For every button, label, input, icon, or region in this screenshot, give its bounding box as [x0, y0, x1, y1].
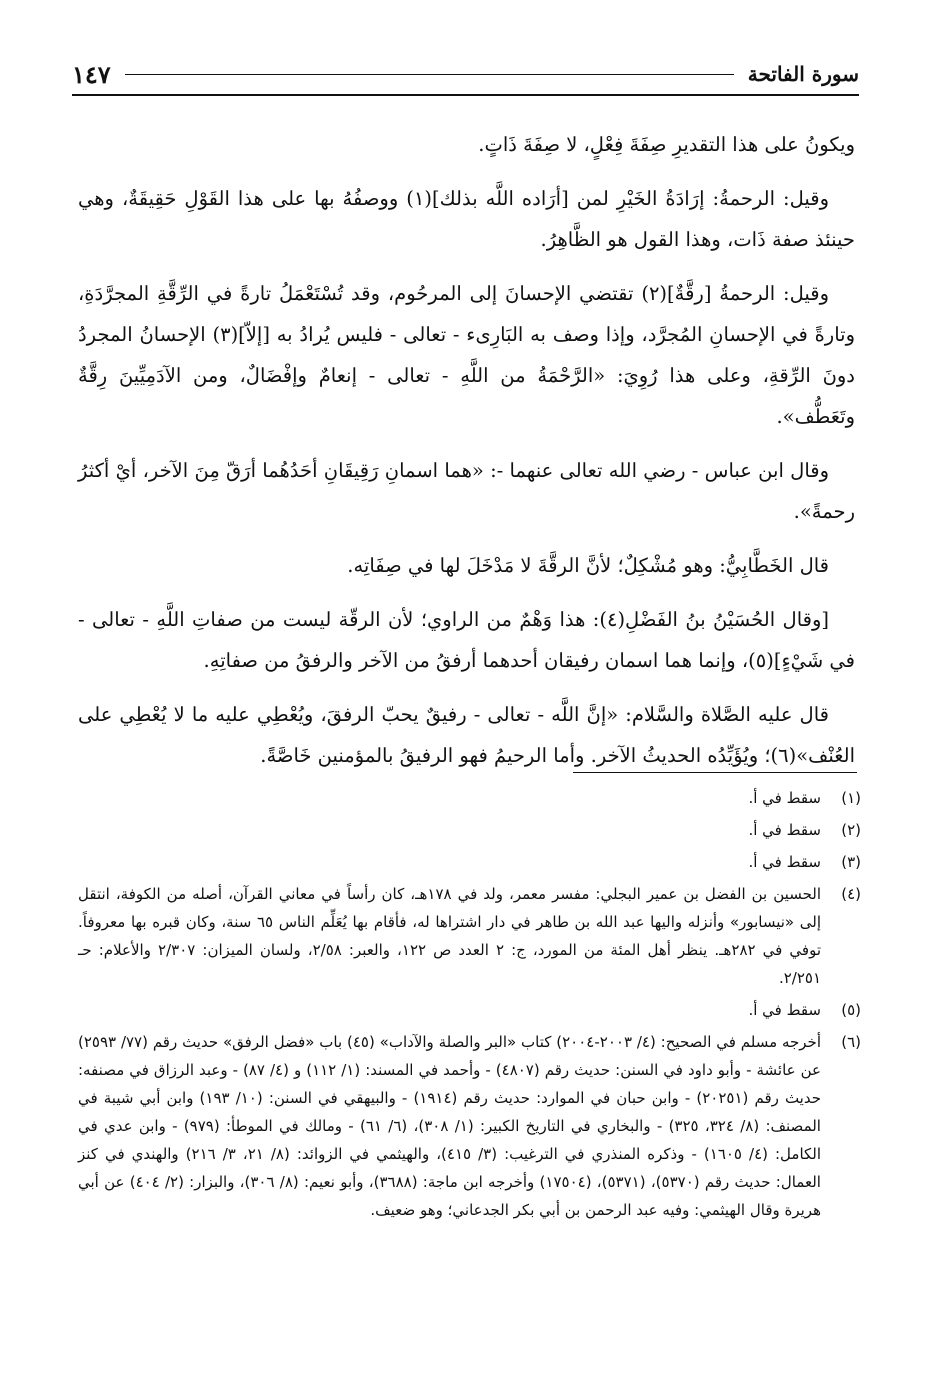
- paragraph: [وقال الحُسَيْنُ بنُ الفَضْلِ(٤): هذا وَهْمٌ من الراوي؛ لأن الرقّة ليست من صفاتِ اللَّهِ - تعالى - في شَيْءٍ](٥)، وإنما هما اسمان رفيقان أحدهما أرفقُ من الآخر والرفقُ من صفاتِهِ.: [78, 608, 855, 672]
- running-header: [72, 54, 859, 94]
- paragraph: وقيل: الرحمةُ [رقَّةٌ](٢) تقتضي الإحسانَ إلى المرحُوم، وقد تُسْتَعْمَلُ تارةً في الرِّقَّةِ المجرَّدَةِ، وتارةً في الإحسانِ المُجرَّد، وإذا وصف به البَارِىء - تعالى - فليس يُرادُ به [إلاّ](٣) الإحسانُ المجردُ دونَ الرِّقةِ، وعلى هذا رُوِيَ: «الرَّحْمَةُ من اللَّهِ - تعالى - إنعامٌ وإفْضَالٌ، ومن الآدَمِيِّينَ رِقَّةٌ وتَعَطُّف».: [78, 282, 855, 428]
- paragraph: قال الخَطَّابِيُّ: وهو مُشْكِلٌ؛ لأنَّ الرقَّةَ لا مَدْخَلَ لها في صِفَاتِه.: [347, 554, 829, 577]
- footnote-number: (١): [841, 789, 861, 807]
- header-underline: [72, 94, 859, 96]
- surah-title: سورة الفاتحة: [747, 62, 859, 86]
- paragraph: وقال ابن عباس - رضي الله تعالى عنهما -: «هما اسمانِ رَقِيقَانِ أحَدُهُما أرَقّ مِنَ الآخر، أيْ أكثرُ رحمةً».: [78, 459, 855, 523]
- footnotes: [78, 784, 861, 1228]
- footnote-number: (٤): [841, 885, 861, 903]
- footnote-number: (٢): [841, 821, 861, 839]
- footnote-text: أخرجه مسلم في الصحيح: (٤/ ٢٠٠٣-٢٠٠٤) كتاب «البر والصلة والآداب» (٤٥) باب «فضل الرفق» حديث رقم (٧٧/ ٢٥٩٣) عن عائشة - وأبو داود في السنن: حديث رقم (٤٨٠٧) - وأحمد في المسند: (١/ ١١٢) و (٤/ ٨٧) - وعبد الرزاق في مصنفه: حديث رقم (٢٠٢٥١) - وابن حبان في الموارد: حديث رقم (١٩١٤) - والبيهقي في السنن: (١٠/ ١٩٣) وابن أبي شيبة في المصنف: (٨/ ٣٢٤، ٣٢٥) - والبخاري في التاريخ الكبير: (١/ ٣٠٨)، (٦/ ٦١) - ومالك في الموطأ: (٩٧٩) - وابن عدي في الكامل: (٤/ ١٦٠٥) - وذكره المنذري في الترغيب: (٣/ ٤١٥)، والهيثمي في الزوائد: (٨/ ٢١، ٣/ ٢١٦) والهندي في كنز العمال: حديث رقم (٥٣٧٠)، (٥٣٧١)، (١٧٥٠٤) وأخرجه ابن ماجة: (٣٦٨٨)، وأبو نعيم: (٨/ ٣٠٦)، والبزار: (٢/ ٤٠٤) عن أبي هريرة وقال الهيثمي: وفيه عبد الرحمن بن أبي بكر الجدعاني؛ وهو ضعيف.: [78, 1033, 822, 1219]
- footnote-text: سقط في أ.: [748, 821, 821, 839]
- footnote: [78, 1028, 861, 1224]
- main-text: [78, 124, 855, 789]
- footnote-number: (٦): [841, 1033, 861, 1051]
- page-number: ١٤٧: [72, 59, 111, 89]
- footnote-number: (٣): [841, 853, 861, 871]
- footnote: [78, 996, 861, 1024]
- paragraph: ويكونُ على هذا التقديرِ صِفَةَ فِعْلٍ، لا صِفَةَ ذَاتٍ.: [478, 133, 855, 156]
- footnote-text: الحسين بن الفضل بن عمير البجلي: مفسر معمر، ولد في ١٧٨هـ، كان رأساً في معاني القرآن، أصله من الكوفة، انتقل إلى «نيسابور» وأنزله واليها عبد الله بن طاهر في دار اشتراها له، فأقام بها يُعَلِّم الناس ٦٥ سنة، وكان قبره بها معروفاً. توفي في ٢٨٢هـ. ينظر أهل المئة من المورد، ج: ٢ العدد ص ١٢٢، والعبر: ٢/٥٨، ولسان الميزان: ٢/٣٠٧ والأعلام: حـ ٢/٢٥١.: [78, 885, 822, 987]
- footnote: [78, 816, 861, 844]
- paragraph: وقيل: الرحمةُ: إرَادَةُ الخَيْرِ لمن [أرَاده اللَّه بذلك](١) ووصفُهُ بها على هذا القَوْلِ حَقِيقَةٌ، وهي حينئذ صفة ذَات، وهذا القول هو الظَّاهِرُ.: [78, 187, 855, 251]
- footnote-text: سقط في أ.: [748, 789, 821, 807]
- footnote: [78, 848, 861, 876]
- footnote: [78, 880, 861, 992]
- footnote-number: (٥): [841, 1001, 861, 1019]
- header-rule: [125, 74, 734, 75]
- footnote-text: سقط في أ.: [748, 1001, 821, 1019]
- footnote: [78, 784, 861, 812]
- footnote-separator: [573, 772, 857, 773]
- footnote-text: سقط في أ.: [748, 853, 821, 871]
- paragraph: قال عليه الصَّلاة والسَّلام: «إنَّ اللَّه - تعالى - رفيقٌ يحبّ الرفقَ، ويُعْطِي عليه ما لا يُعْطِي على العُنْف»(٦)؛ ويُؤَيِّدُه الحديثُ الآخر. وأما الرحيمُ فهو الرفيقُ بالمؤمنين خَاصَّةً.: [78, 703, 855, 767]
